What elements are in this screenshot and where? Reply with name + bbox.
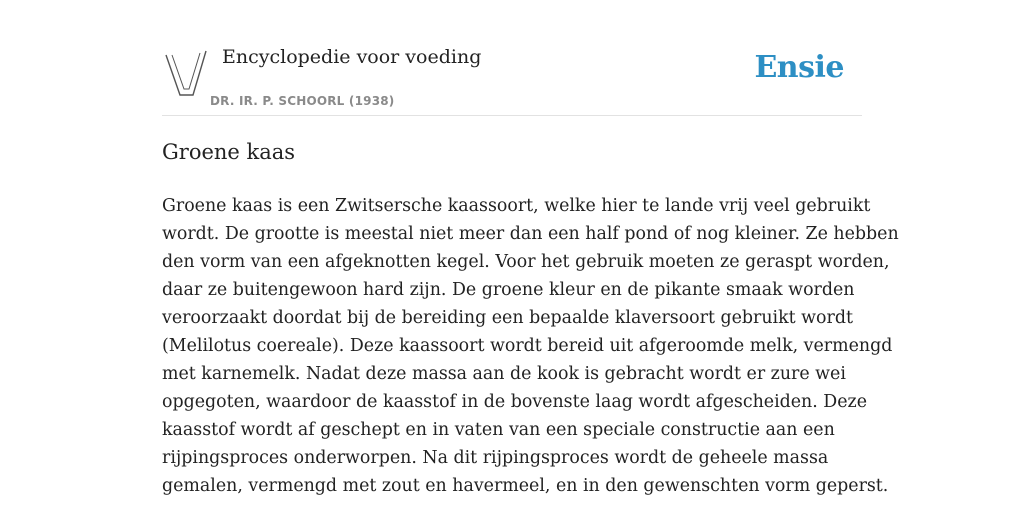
body-line: wordt. De grootte is meestal niet meer dan een half pond of nog kleiner. Ze hebben [162,224,899,244]
body-line: met karnemelk. Nadat deze massa aan de kook is gebracht wordt er zure wei [162,364,846,384]
body-line: daar ze buitengewoon hard zijn. De groene kleur en de pikante smaak worden [162,280,855,300]
body-line: kaasstof wordt af geschept en in vaten van een speciale constructie aan een [162,420,835,440]
body-line: rijpingsproces onderworpen. Na dit rijpingsproces wordt de geheele massa [162,448,829,468]
body-line: veroorzaakt doordat bij de bereiding een bepaalde klaversoort gebruikt wordt [162,308,853,328]
brand-logo[interactable]: Ensie [754,50,844,85]
article-title: Groene kaas [162,140,296,164]
body-line: Groene kaas is een Zwitsersche kaassoort, welke hier te lande vrij veel gebruikt [162,196,871,216]
v-logo-icon[interactable] [165,49,207,97]
body-line: gemalen, vermengd met zout en havermeel, en in den gewenschten vorm geperst. [162,476,889,496]
book-author: DR. IR. P. SCHOORL (1938) [210,94,395,108]
body-line: den vorm van een afgeknotten kegel. Voor het gebruik moeten ze geraspt worden, [162,252,890,272]
body-line: opgegoten, waardoor de kaasstof in de bovenste laag wordt afgescheiden. Deze [162,392,868,412]
book-title[interactable]: Encyclopedie voor voeding [222,46,482,68]
body-line: (Melilotus coereale). Deze kaassoort wordt bereid uit afgeroomde melk, vermengd [162,336,893,356]
article-body [162,192,899,500]
page-header [162,40,862,116]
